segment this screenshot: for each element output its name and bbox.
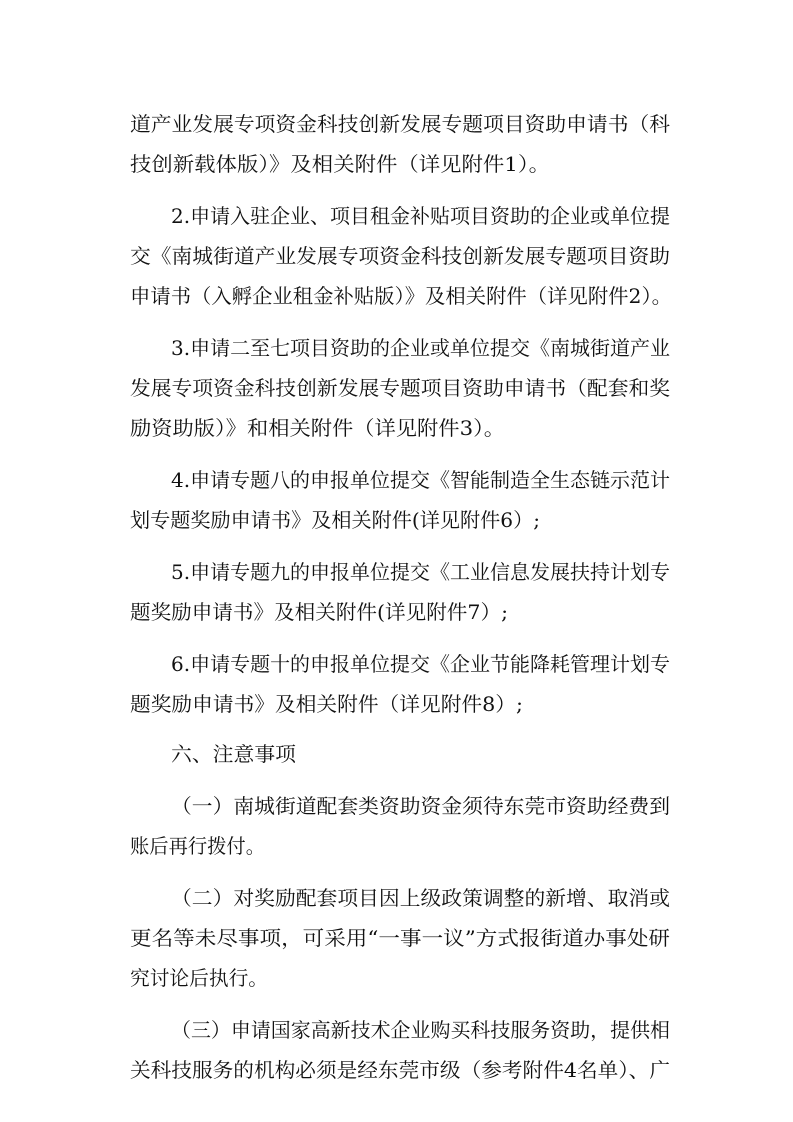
text-line: 究讨论后执行。 xyxy=(130,966,268,990)
text-line: 账后再行拨付。 xyxy=(130,834,265,858)
text-line: 申请书（入孵企业租金补贴版）》及相关附件（详见附件2）。 xyxy=(130,284,672,308)
text-line: （一）南城街道配套类资助资金须待东莞市资助经费到 xyxy=(171,794,670,818)
text-line: 6.申请专题十的申报单位提交《企业节能降耗管理计划专 xyxy=(171,652,670,676)
text-line: 发展专项资金科技创新发展专题项目资助申请书（配套和奖 xyxy=(130,376,670,400)
text-line: 交《南城街道产业发展专项资金科技创新发展专题项目资助 xyxy=(130,244,670,268)
text-line: 题奖励申请书》及相关附件(详见附件7）; xyxy=(130,600,508,624)
text-line: 3.申请二至七项目资助的企业或单位提交《南城街道产业 xyxy=(171,336,670,360)
section-heading: 六、注意事项 xyxy=(171,742,296,766)
text-line: （三）申请国家高新技术企业购买科技服务资助，提供相 xyxy=(171,1018,670,1042)
text-line: 关科技服务的机构必须是经东莞市级（参考附件4名单）、广 xyxy=(130,1058,670,1082)
text-line: 更名等未尽事项，可采用“一事一议”方式报街道办事处研 xyxy=(130,926,670,950)
text-line: 划专题奖励申请书》及相关附件(详见附件6）; xyxy=(130,508,540,532)
text-line: 2.申请入驻企业、项目租金补贴项目资助的企业或单位提 xyxy=(171,204,670,228)
text-line: 题奖励申请书》及相关附件（详见附件8）; xyxy=(130,692,523,716)
text-line: 励资助版）》和相关附件（详见附件3）。 xyxy=(130,416,505,440)
text-line: 技创新载体版）》及相关附件（详见附件1）。 xyxy=(130,152,550,176)
text-line: （二）对奖励配套项目因上级政策调整的新增、取消或 xyxy=(171,886,670,910)
text-line: 4.申请专题八的申报单位提交《智能制造全生态链示范计 xyxy=(171,468,670,492)
text-line: 5.申请专题九的申报单位提交《工业信息发展扶持计划专 xyxy=(171,560,670,584)
text-line: 道产业发展专项资金科技创新发展专题项目资助申请书（科 xyxy=(130,112,670,136)
